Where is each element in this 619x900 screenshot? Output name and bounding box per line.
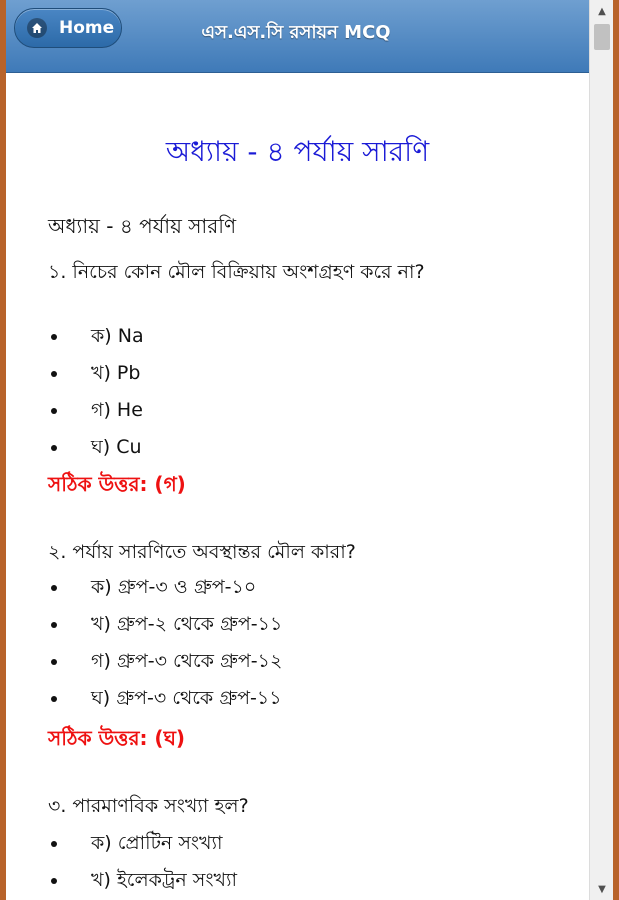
options-list-1 xyxy=(48,318,578,466)
options-list-2 xyxy=(48,569,578,717)
option-item: ক) গ্রুপ-৩ ও গ্রুপ-১০ xyxy=(48,569,578,606)
question-block-1 xyxy=(48,258,578,290)
app-title: এস.এস.সি রসায়ন MCQ xyxy=(201,22,391,43)
option-item: খ) ইলেকট্রন সংখ্যা xyxy=(48,862,578,899)
option-item: ক) Na xyxy=(48,318,578,355)
option-item: ঘ) গ্রুপ-৩ থেকে গ্রুপ-১১ xyxy=(48,680,578,717)
vertical-scrollbar[interactable] xyxy=(589,0,614,900)
app-header xyxy=(6,0,589,73)
option-item: গ) গ্রুপ-৩ থেকে গ্রুপ-১২ xyxy=(48,643,578,680)
home-button-label: Home xyxy=(59,18,115,38)
correct-answer-2: সঠিক উত্তর: (ঘ) xyxy=(48,726,186,750)
question-text: ২. পর্যায় সারণিতে অবস্থান্তর মৌল কারা? xyxy=(48,541,356,563)
option-item: গ) He xyxy=(48,392,578,429)
option-item: ঘ) Cu xyxy=(48,429,578,466)
question-text: ৩. পারমাণবিক সংখ্যা হল? xyxy=(48,795,249,817)
option-item: খ) Pb xyxy=(48,355,578,392)
chapter-subheading: অধ্যায় - ৪ পর্যায় সারণি xyxy=(48,214,237,238)
question-block-3 xyxy=(48,792,578,824)
window-border xyxy=(613,0,619,900)
scrollbar-thumb[interactable] xyxy=(594,24,610,50)
question-text: ১. নিচের কোন মৌল বিক্রিয়ায় অংশগ্রহণ করে না? xyxy=(48,261,425,283)
question-block-2 xyxy=(48,538,578,570)
home-icon xyxy=(27,18,47,38)
scroll-down-icon[interactable]: ▼ xyxy=(598,883,606,895)
option-item: ক) প্রোটিন সংখ্যা xyxy=(48,825,578,862)
scroll-up-icon[interactable]: ▲ xyxy=(598,5,606,17)
app-frame xyxy=(6,0,589,900)
options-list-3 xyxy=(48,825,578,899)
chapter-heading: অধ্যায় - ৪ পর্যায় সারণি xyxy=(165,135,430,168)
correct-answer-1: সঠিক উত্তর: (গ) xyxy=(48,472,186,496)
option-item: খ) গ্রুপ-২ থেকে গ্রুপ-১১ xyxy=(48,606,578,643)
home-button[interactable] xyxy=(14,8,122,48)
